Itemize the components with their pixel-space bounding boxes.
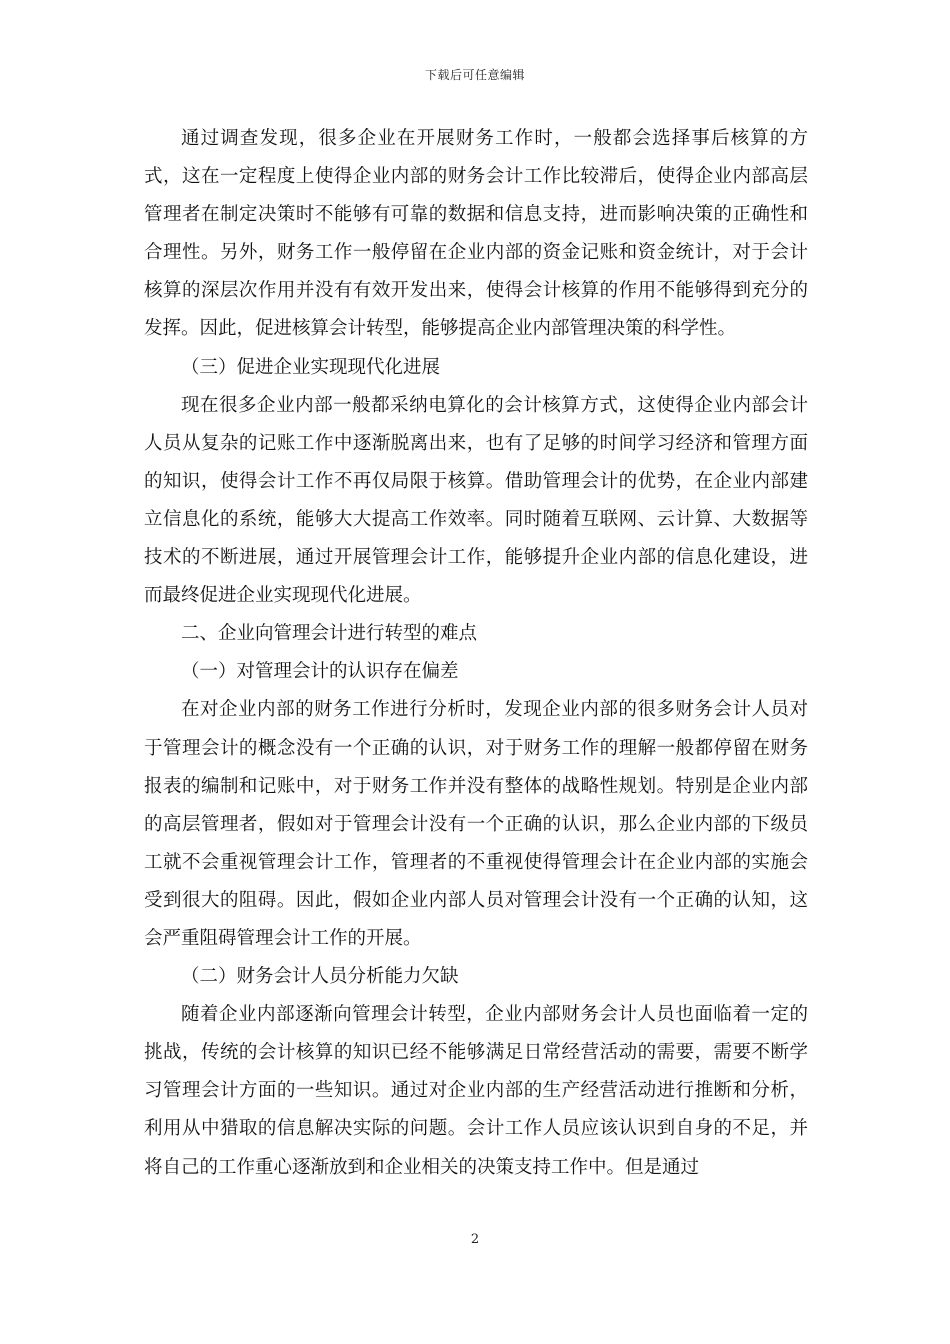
chapter-heading-2: 二、企业向管理会计进行转型的难点 — [181, 623, 478, 645]
paragraph-3: 在对企业内部的财务工作进行分析时，发现企业内部的很多财务会计人员对于管理会计的概念没有一个正确的认识，对于财务工作的理解一般都停留在财务报表的编制和记账中，对于财务工作并没有整体的战略性规划。特别是企业内部的高层管理者，假如对于管理会计没有一个正确的认识，那么企业内部的下级员工就不会重视管理会计工作，管理者的不重视使得管理会计在企业内部的实施会受到很大的阻碍。因此，假如企业内部人员对管理会计没有一个正确的认知，这会严重阻碍管理会计工作的开展。 — [144, 699, 808, 949]
paragraph-1: 通过调查发现，很多企业在开展财务工作时，一般都会选择事后核算的方式，这在一定程度上使得企业内部的财务会计工作比较滞后，使得企业内部高层管理者在制定决策时不能够有可靠的数据和信息支持，进而影响决策的正确性和合理性。另外，财务工作一般停留在企业内部的资金记账和资金统计，对于会计核算的深层次作用并没有有效开发出来，使得会计核算的作用不能够得到充分的发挥。因此，促进核算会计转型，能够提高企业内部管理决策的科学性。 — [144, 128, 808, 340]
page-header: 下载后可任意编辑 — [424, 68, 525, 82]
section-heading-2: （二）财务会计人员分析能力欠缺 — [181, 966, 459, 988]
document-body — [144, 120, 808, 1187]
paragraph-4: 随着企业内部逐渐向管理会计转型，企业内部财务会计人员也面临着一定的挑战，传统的会计核算的知识已经不能够满足日常经营活动的需要，需要不断学习管理会计方面的一些知识。通过对企业内部的生产经营活动进行推断和分析，利用从中猎取的信息解决实际的问题。会计工作人员应该认识到自身的不足，并将自己的工作重心逐渐放到和企业相关的决策支持工作中。但是通过 — [144, 1004, 808, 1178]
section-heading-3: （三）促进企业实现现代化进展 — [181, 356, 441, 378]
paragraph-2: 现在很多企业内部一般都采纳电算化的会计核算方式，这使得企业内部会计人员从复杂的记账工作中逐渐脱离出来，也有了足够的时间学习经济和管理方面的知识，使得会计工作不再仅局限于核算。借助管理会计的优势，在企业内部建立信息化的系统，能够大大提高工作效率。同时随着互联网、云计算、大数据等技术的不断进展，通过开展管理会计工作，能够提升企业内部的信息化建设，进而最终促进企业实现现代化进展。 — [144, 394, 808, 607]
page-number: 2 — [470, 1232, 480, 1247]
section-heading-1: （一）对管理会计的认识存在偏差 — [181, 661, 459, 683]
